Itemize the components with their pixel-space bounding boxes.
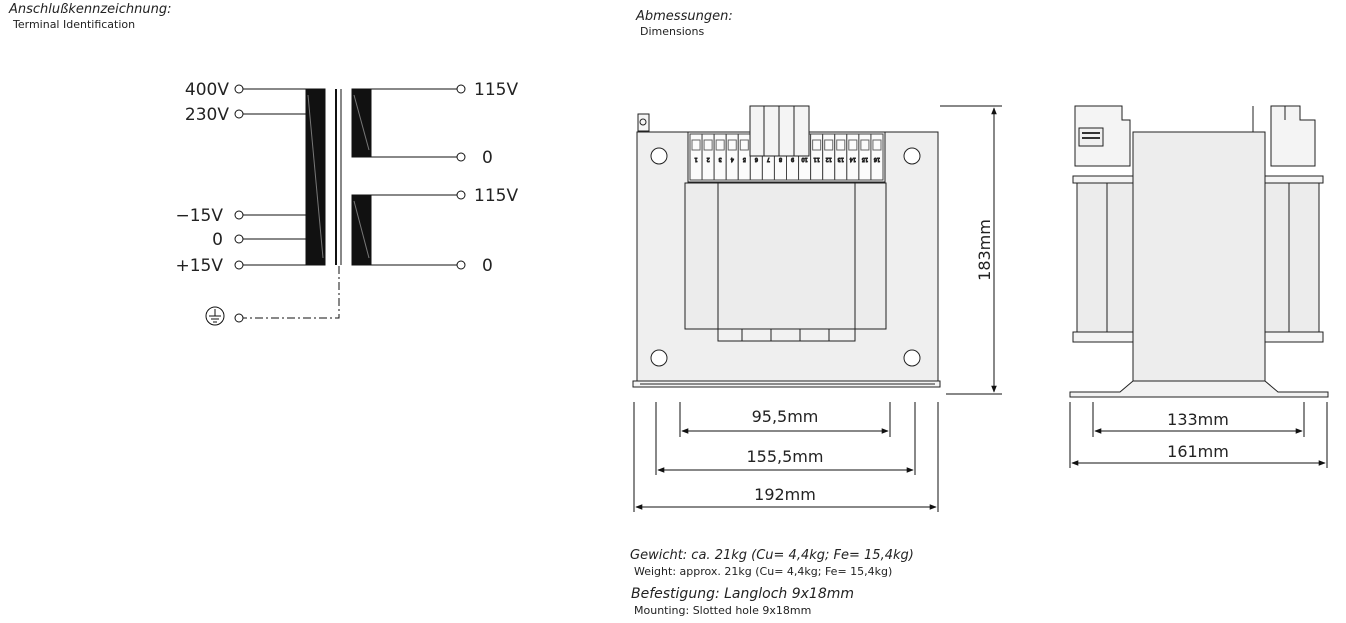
earth-screen-line — [243, 266, 339, 318]
label-0-1: 0 — [482, 148, 493, 168]
terminal-number: 11 — [813, 156, 820, 162]
terminal-230v — [235, 110, 243, 118]
terminal-0-aux — [235, 235, 243, 243]
label-230v: 230V — [184, 105, 229, 125]
terminal-minus15v — [235, 211, 243, 219]
side-mounting-foot — [1070, 381, 1328, 397]
side-core — [1133, 132, 1265, 381]
terminal-number: 14 — [849, 156, 857, 162]
dimensions-title-de: Abmessungen: — [636, 9, 733, 24]
terminal-earth — [235, 314, 243, 322]
mount-hole-bl — [651, 350, 667, 366]
side-view — [1070, 106, 1328, 397]
dim-192mm: 192mm — [754, 485, 816, 504]
weight-en: Weight: approx. 21kg (Cu= 4,4kg; Fe= 15,4kg) — [634, 565, 893, 578]
dim-161mm: 161mm — [1167, 442, 1229, 461]
terminal-number: 5 — [742, 156, 746, 162]
terminal-number: 10 — [801, 156, 808, 162]
terminal-0-1 — [457, 153, 465, 161]
dimensions-title-en: Dimensions — [640, 25, 705, 38]
terminal-400v — [235, 85, 243, 93]
terminal-115v-1 — [457, 85, 465, 93]
terminal-plus15v — [235, 261, 243, 269]
side-coil-left — [1077, 181, 1133, 332]
terminal-number: 15 — [861, 156, 869, 162]
terminal-115v-2 — [457, 191, 465, 199]
dim-155-5mm: 155,5mm — [746, 447, 824, 466]
label-0-2: 0 — [482, 256, 493, 276]
mounting-de: Befestigung: Langloch 9x18mm — [631, 586, 855, 602]
terminal-number: 8 — [778, 156, 783, 162]
terminal-0-2 — [457, 261, 465, 269]
mount-hole-tl — [651, 148, 667, 164]
transformer-schematic — [206, 85, 465, 325]
mount-hole-br — [904, 350, 920, 366]
terminal-number: 9 — [790, 156, 795, 162]
front-coil — [685, 183, 886, 329]
side-terminal-right — [1271, 106, 1315, 166]
terminal-number: 3 — [718, 156, 722, 162]
terminal-number: 13 — [837, 156, 844, 162]
terminal-title-en: Terminal Identification — [13, 18, 136, 31]
dim-183mm: 183mm — [975, 219, 994, 281]
mounting-en: Mounting: Slotted hole 9x18mm — [634, 604, 812, 617]
label-plus15v: +15V — [175, 256, 223, 276]
terminal-number: 7 — [766, 156, 770, 162]
label-0-aux: 0 — [212, 230, 223, 250]
label-400v: 400V — [184, 80, 229, 100]
mount-hole-tr — [904, 148, 920, 164]
terminal-number: 4 — [730, 156, 734, 162]
dim-133mm: 133mm — [1167, 410, 1229, 429]
terminal-number: 1 — [694, 156, 698, 162]
front-view — [633, 106, 940, 387]
terminal-number: 2 — [706, 156, 710, 162]
terminal-number: 12 — [825, 156, 832, 162]
earth-ground-icon — [206, 307, 224, 325]
dim-95-5mm: 95,5mm — [751, 407, 819, 426]
side-coil-right — [1265, 181, 1319, 332]
label-minus15v: −15V — [175, 206, 223, 226]
terminal-number: 6 — [754, 156, 758, 162]
weight-de: Gewicht: ca. 21kg (Cu= 4,4kg; Fe= 15,4kg) — [630, 548, 914, 563]
label-115v-1: 115V — [474, 80, 519, 100]
label-115v-2: 115V — [474, 186, 519, 206]
terminal-number: 16 — [873, 156, 881, 162]
terminal-title-de: Anschlußkennzeichnung: — [9, 2, 172, 17]
